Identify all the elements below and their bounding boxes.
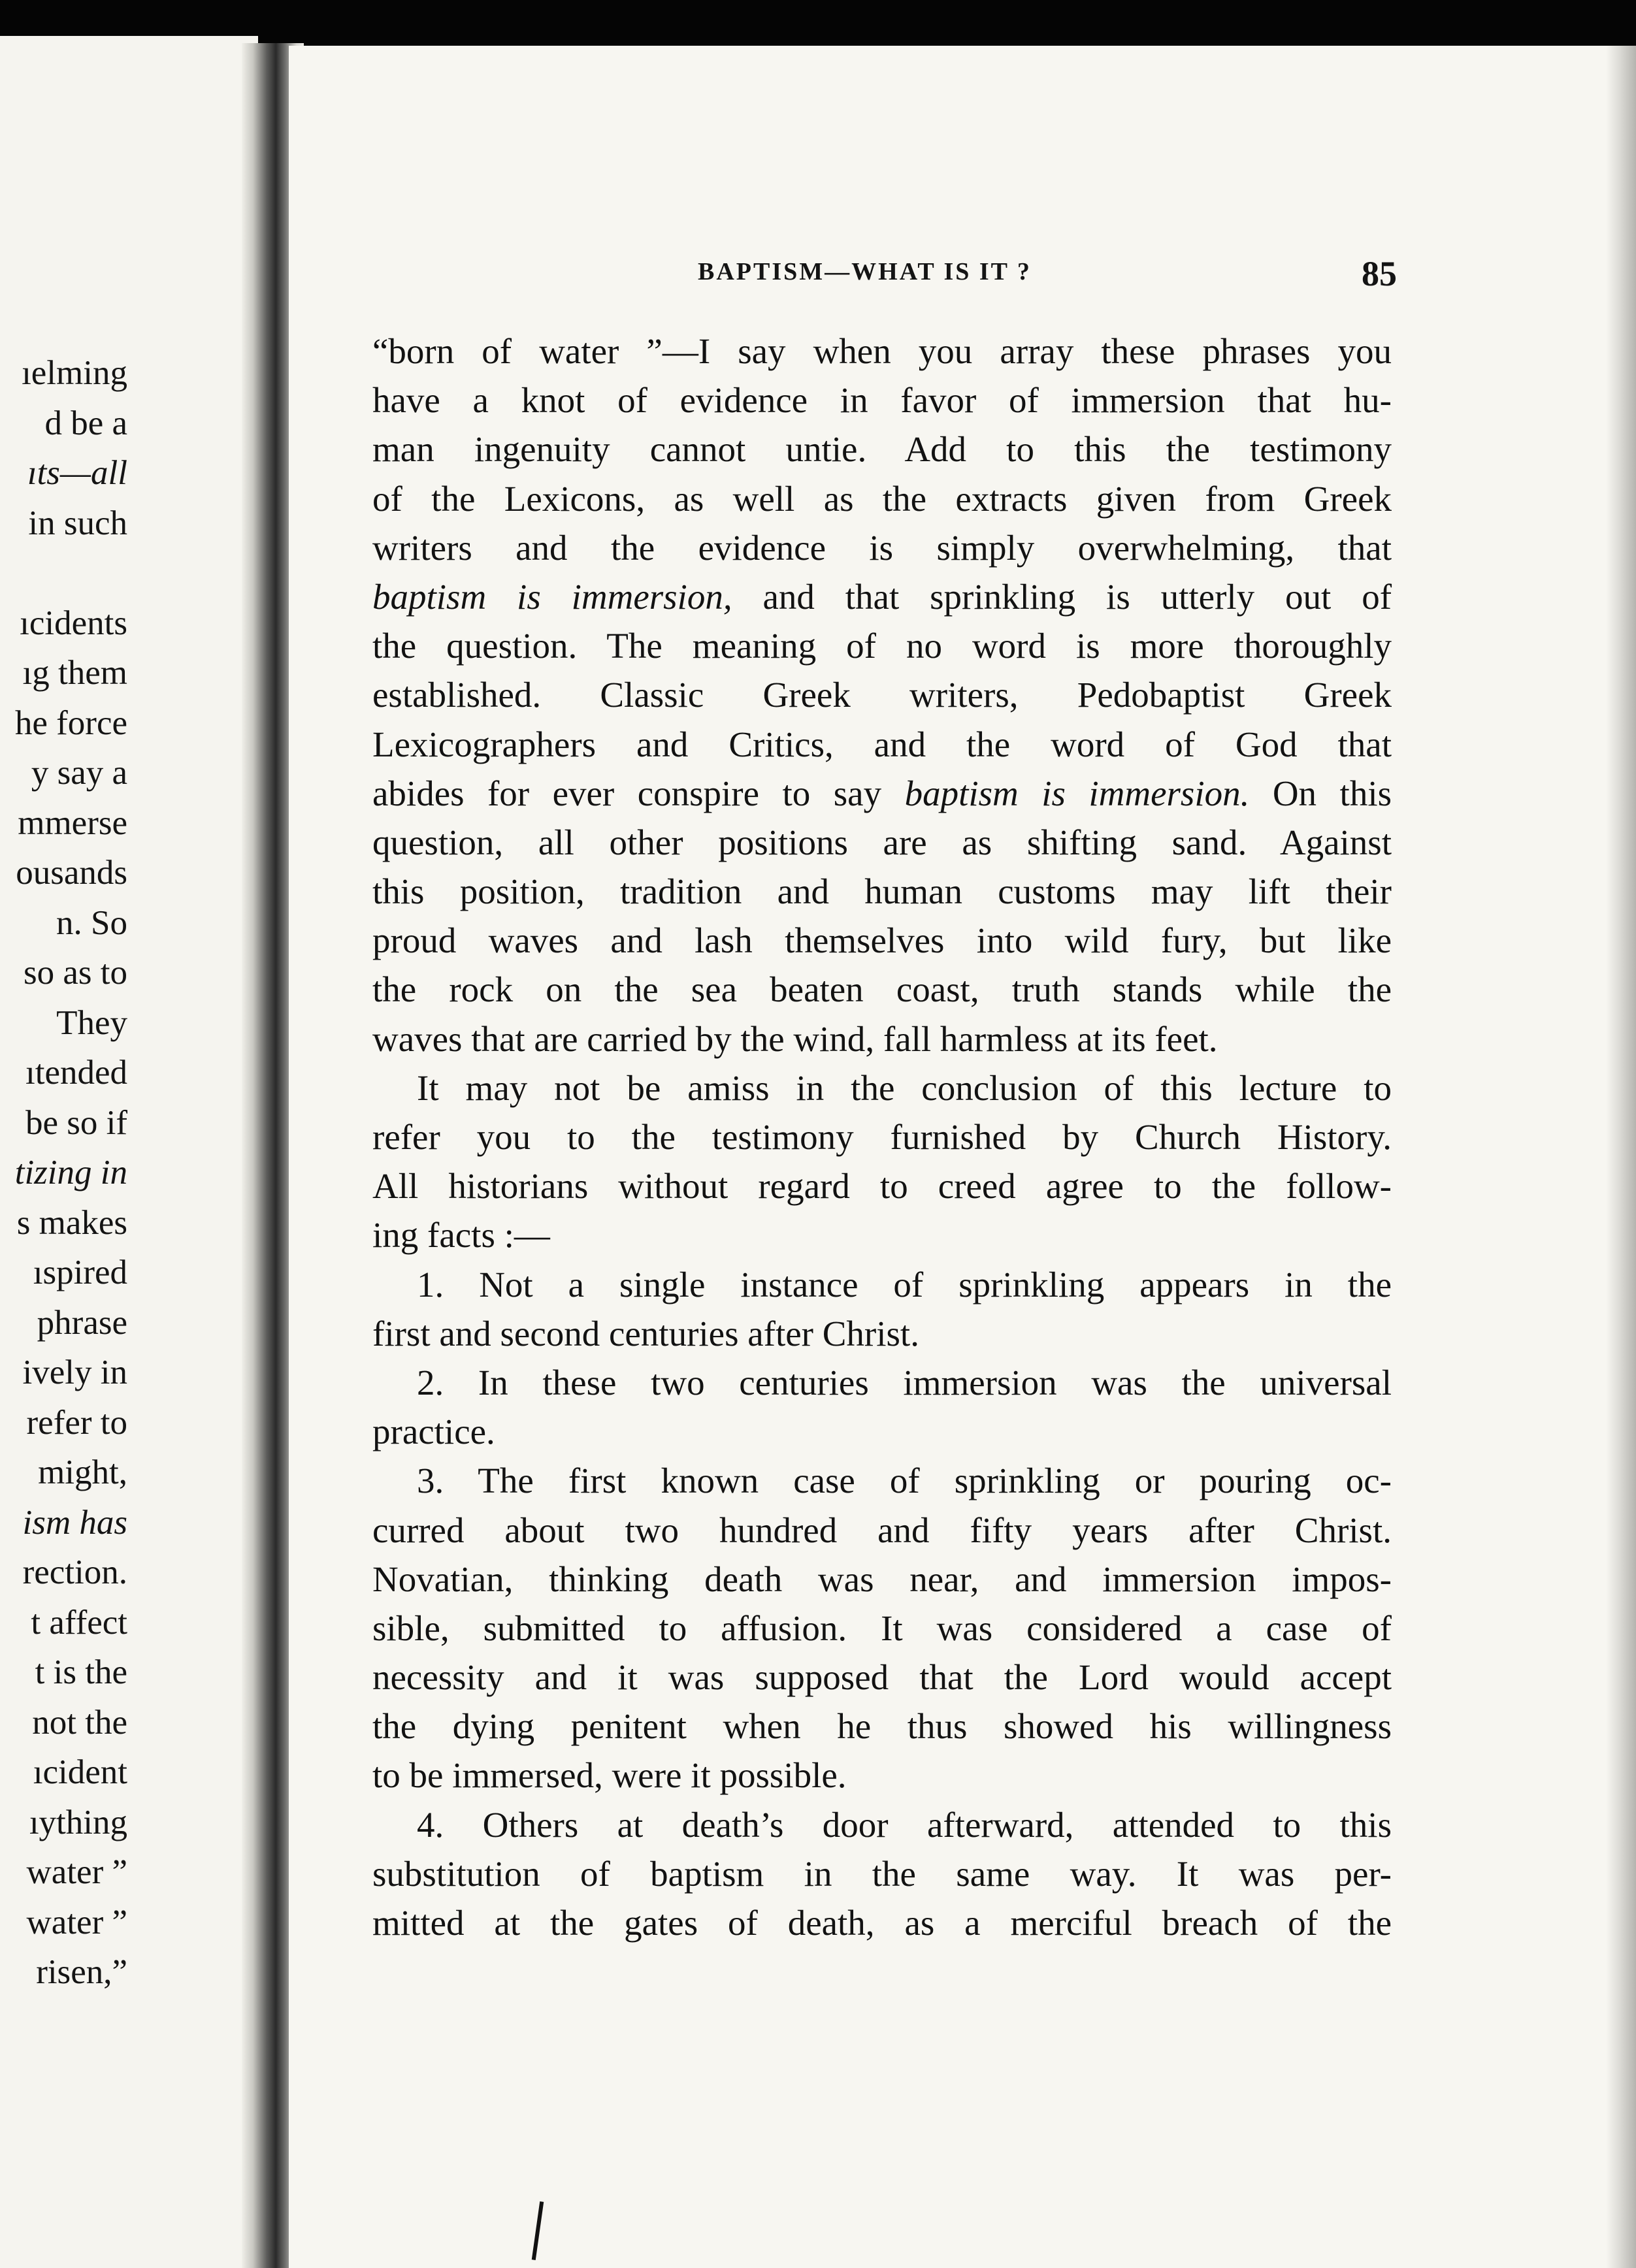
- left-page-line: risen,”: [36, 1953, 127, 1991]
- text-span: abides for ever conspire to say: [372, 773, 905, 813]
- left-page-line: tizing in: [14, 1154, 127, 1191]
- text-line: All historians without regard to creed agree to the follow-: [372, 1166, 1392, 1207]
- left-page-line: mmerse: [18, 803, 127, 842]
- text-span: and that sprinkling is utterly out of: [732, 576, 1392, 617]
- left-page-text: [0, 348, 127, 1998]
- left-page-line: ousands: [16, 854, 127, 892]
- text-line: Lexicographers and Critics, and the word of God that: [372, 724, 1392, 764]
- left-page-line: t is the: [35, 1653, 127, 1691]
- left-page-line: ıspired: [33, 1254, 127, 1291]
- left-page-line: phrase: [37, 1303, 127, 1342]
- emphasis-text: baptism is immersion.: [904, 773, 1250, 813]
- text-line: [372, 572, 1392, 621]
- left-page-line: might,: [38, 1453, 127, 1491]
- text-line: the dying penitent when he thus showed his willingness: [372, 1706, 1392, 1747]
- left-page-line: ıts—all: [27, 454, 127, 492]
- text-line: practice.: [372, 1412, 495, 1452]
- text-line: It may not be amiss in the conclusion of this lecture to: [417, 1067, 1392, 1108]
- left-page-line: he force: [14, 704, 127, 742]
- left-page-line: water ”: [26, 1903, 127, 1941]
- text-line: curred about two hundred and fifty years after Christ.: [372, 1510, 1392, 1550]
- text-line: substitution of baptism in the same way. It was per-: [372, 1853, 1392, 1894]
- left-page-line: ıything: [29, 1803, 127, 1841]
- text-line: the rock on the sea beaten coast, truth stands while the: [372, 969, 1392, 1010]
- text-span: On this: [1249, 773, 1392, 813]
- text-line: the question. The meaning of no word is more thoroughly: [372, 626, 1392, 666]
- list-item-2: 2. In these two centuries immersion was the universal: [417, 1362, 1392, 1402]
- left-page-line: ıcident: [33, 1753, 127, 1791]
- text-line: “born of water ”—I say when you array these phrases you: [372, 331, 1392, 371]
- left-page-line: rection.: [22, 1553, 127, 1591]
- page-number: 85: [1362, 254, 1397, 293]
- text-line: proud waves and lash themselves into wild fury, but like: [372, 920, 1392, 961]
- text-line: ing facts :—: [372, 1215, 550, 1256]
- text-line: mitted at the gates of death, as a merciful breach of the: [372, 1903, 1392, 1943]
- left-page-line: They: [56, 1003, 127, 1042]
- left-page-line: water ”: [26, 1853, 127, 1891]
- text-line: waves that are carried by the wind, fall harmless at its feet.: [372, 1018, 1218, 1059]
- left-page-line: not the: [32, 1703, 127, 1742]
- left-page-line: ively in: [22, 1353, 127, 1391]
- list-item-4: 4. Others at death’s door afterward, attended to this: [417, 1804, 1392, 1845]
- page-edge-shadow: [1606, 46, 1636, 2268]
- left-page-line: be so if: [25, 1103, 127, 1142]
- text-line: to be immersed, were it possible.: [372, 1755, 847, 1796]
- text-line: refer you to the testimony furnished by Church History.: [372, 1117, 1392, 1157]
- left-page-line: so as to: [24, 954, 127, 992]
- text-line: question, all other positions are as shifting sand. Against: [372, 822, 1392, 862]
- left-page-line: s makes: [16, 1203, 127, 1242]
- text-line: Novatian, thinking death was near, and immersion impos-: [372, 1559, 1392, 1599]
- text-line: necessity and it was supposed that the Lord would accept: [372, 1657, 1392, 1698]
- text-line: [372, 769, 1392, 818]
- list-item-3: 3. The first known case of sprinkling or pouring oc-: [417, 1461, 1392, 1501]
- text-line: sible, submitted to affusion. It was considered a case of: [372, 1608, 1392, 1648]
- left-page-line: ıtended: [25, 1054, 127, 1092]
- text-line: writers and the evidence is simply overwhelming, that: [372, 527, 1392, 568]
- left-page-line: refer to: [26, 1403, 127, 1442]
- text-line: first and second centuries after Christ.: [372, 1313, 919, 1353]
- emphasis-text: baptism is immersion,: [372, 576, 732, 617]
- left-page-line: n. So: [56, 903, 127, 942]
- left-page-line: ıcidents: [20, 604, 127, 642]
- left-page-line: y say a: [31, 754, 127, 792]
- text-line: have a knot of evidence in favor of immersion that hu-: [372, 380, 1392, 421]
- left-page-line: [0, 548, 127, 598]
- page-body: [372, 327, 1392, 1947]
- list-item-1: 1. Not a single instance of sprinkling appears in the: [417, 1264, 1392, 1304]
- text-line: man ingenuity cannot untie. Add to this the testimony: [372, 429, 1392, 470]
- left-page-line: d be a: [44, 404, 127, 442]
- left-page: [0, 36, 258, 2268]
- running-head: BAPTISM—WHAT IS IT ?: [698, 258, 1032, 285]
- text-line: established. Classic Greek writers, Pedobaptist Greek: [372, 675, 1392, 715]
- text-line: of the Lexicons, as well as the extracts given from Greek: [372, 478, 1392, 519]
- left-page-line: ıelming: [22, 354, 127, 392]
- left-page-line: ıg them: [22, 654, 127, 692]
- page-header: [698, 253, 1397, 299]
- left-page-line: t affect: [31, 1603, 127, 1642]
- left-page-line: in such: [28, 504, 127, 542]
- left-page-line: ism has: [22, 1503, 127, 1542]
- text-line: this position, tradition and human customs may lift their: [372, 871, 1392, 912]
